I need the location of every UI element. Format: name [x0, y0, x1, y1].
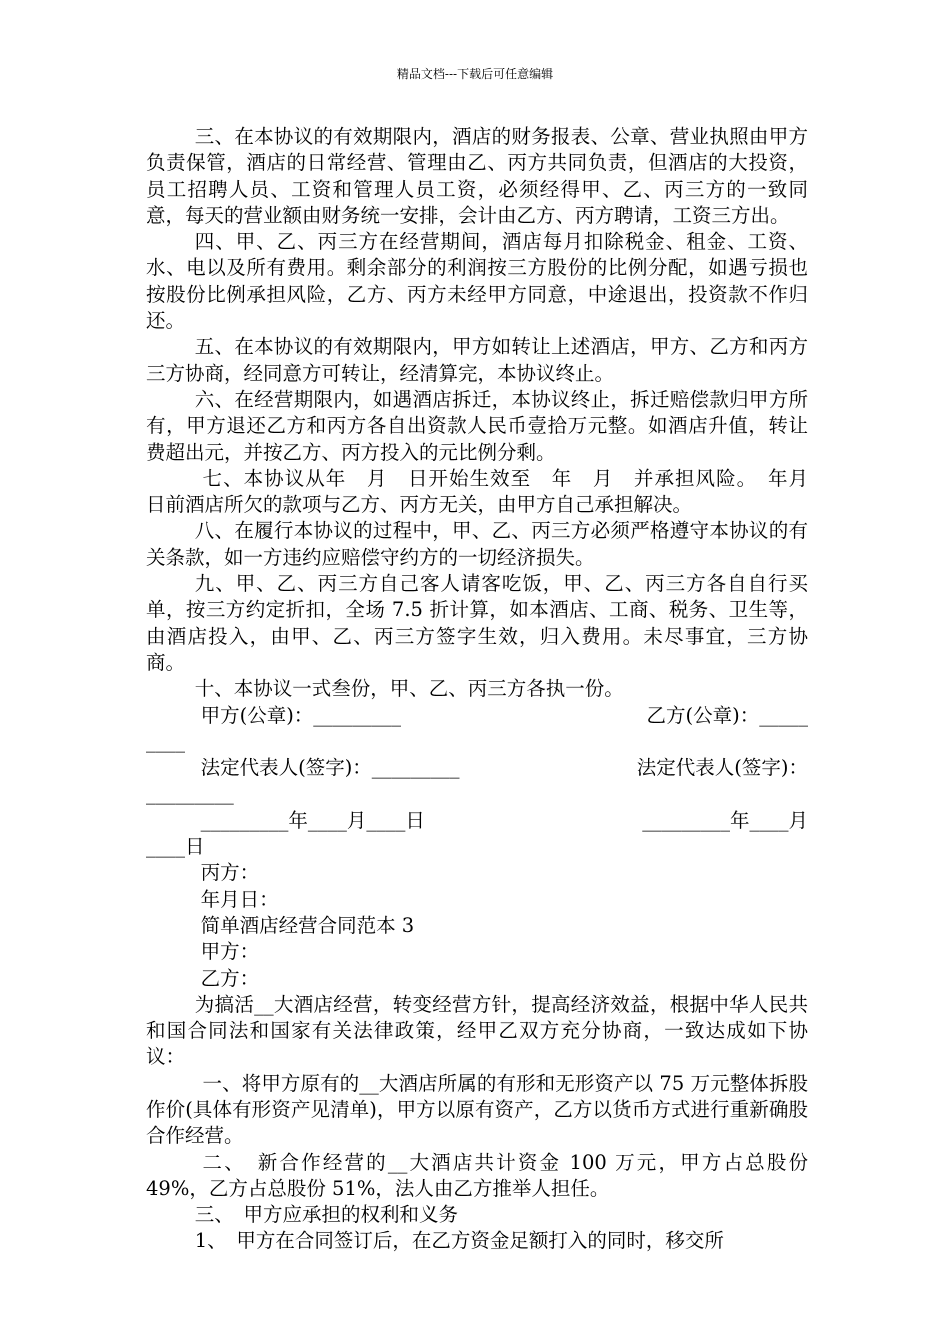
party-b-date: _________年____月 [642, 808, 808, 832]
party-b-representative: 法定代表人(签字)： [636, 756, 808, 780]
clause-6-paragraph: 六、在经营期限内，如遇酒店拆迁，本协议终止，拆迁赔偿款归甲方所有，甲方退还乙方和丙方各自出资款人民币壹拾万元整。如酒店升值，转让费超出元，并按乙方、丙方投入的元比例分剩。 [146, 387, 808, 464]
section2-clause-2: 二、 新合作经营的__大酒店共计资金 100 万元，甲方占总股份 49%，乙方占总股份 51%，法人由乙方推举人担任。 [146, 1150, 808, 1200]
section2-party-b: 乙方： [200, 966, 260, 990]
party-b-seal: 乙方(公章)：_____ [646, 703, 808, 727]
party-b-seal-tail: ____ [146, 729, 185, 753]
section2-clause-1: 一、将甲方原有的__大酒店所属的有形和无形资产以 75 万元整体拆股作价(具体有形资产见清单)，甲方以原有资产，乙方以货币方式进行重新确股合作经营。 [146, 1071, 808, 1148]
page-header: 精品文档---下载后可任意编辑 [396, 67, 554, 81]
section2-clause-3: 三、 甲方应承担的权利和义务 [194, 1203, 459, 1227]
party-seal-row [146, 703, 808, 729]
party-b-representative-tail: _________ [146, 782, 234, 806]
party-a-date: _________年____月____日 [200, 808, 425, 832]
party-a-representative: 法定代表人(签字)：_________ [200, 756, 460, 780]
clause-3-paragraph: 三、在本协议的有效期限内，酒店的财务报表、公章、营业执照由甲方负责保管，酒店的日常经营、管理由乙、丙方共同负责，但酒店的大投资，员工招聘人员、工资和管理人员工资，必须经得甲、乙、丙三方的一致同意，每天的营业额由财务统一安排，会计由乙方、丙方聘请，工资三方出。 [146, 125, 808, 227]
section2-intro-paragraph: 为搞活__大酒店经营，转变经营方针，提高经济效益，根据中华人民共和国合同法和国家有关法律政策，经甲乙双方充分协商，一致达成如下协议： [146, 992, 808, 1069]
clause-7-paragraph: 七、本协议从年 月 日开始生效至 年 月 并承担风险。 年月 日前酒店所欠的款项与乙方、丙方无关，由甲方自己承担解决。 [146, 466, 828, 517]
signature-date-row [146, 808, 808, 834]
document-body [146, 124, 828, 1255]
section2-clause-3-1: 1、 甲方在合同签订后，在乙方资金足额打入的同时，移交所 [194, 1229, 724, 1253]
clause-8-paragraph: 八、在履行本协议的过程中，甲、乙、丙三方必须严格遵守本协议的有关条款，如一方违约应赔偿守约方的一切经济损失。 [146, 519, 808, 569]
party-b-date-tail: ____日 [146, 835, 205, 859]
date-label: 年月日： [200, 887, 279, 911]
contract-template-title: 简单酒店经营合同范本 3 [200, 913, 415, 937]
clause-10-paragraph: 十、本协议一式叁份，甲、乙、丙三方各执一份。 [194, 677, 624, 701]
party-a-seal: 甲方(公章)：_________ [200, 703, 402, 727]
representative-row [146, 755, 808, 781]
clause-9-paragraph: 九、甲、乙、丙三方自己客人请客吃饭，甲、乙、丙三方各自自行买单，按三方约定折扣，全场 7.5 折计算，如本酒店、工商、税务、卫生等，由酒店投入，由甲、乙、丙三方签字生效，归入费用。未尽事宜，三方协商。 [146, 572, 808, 674]
clause-4-paragraph: 四、甲、乙、丙三方在经营期间，酒店每月扣除税金、租金、工资、水、电以及所有费用。剩余部分的利润按三方股份的比例分配，如遇亏损也按股份比例承担风险，乙方、丙方未经甲方同意，中途退出，投资款不作归还。 [146, 230, 808, 333]
clause-5-paragraph: 五、在本协议的有效期限内，甲方如转让上述酒店，甲方、乙方和丙方三方协商，经同意方可转让，经清算完，本协议终止。 [146, 335, 808, 385]
party-c-label: 丙方： [200, 861, 260, 885]
section2-party-a: 甲方： [200, 940, 260, 964]
